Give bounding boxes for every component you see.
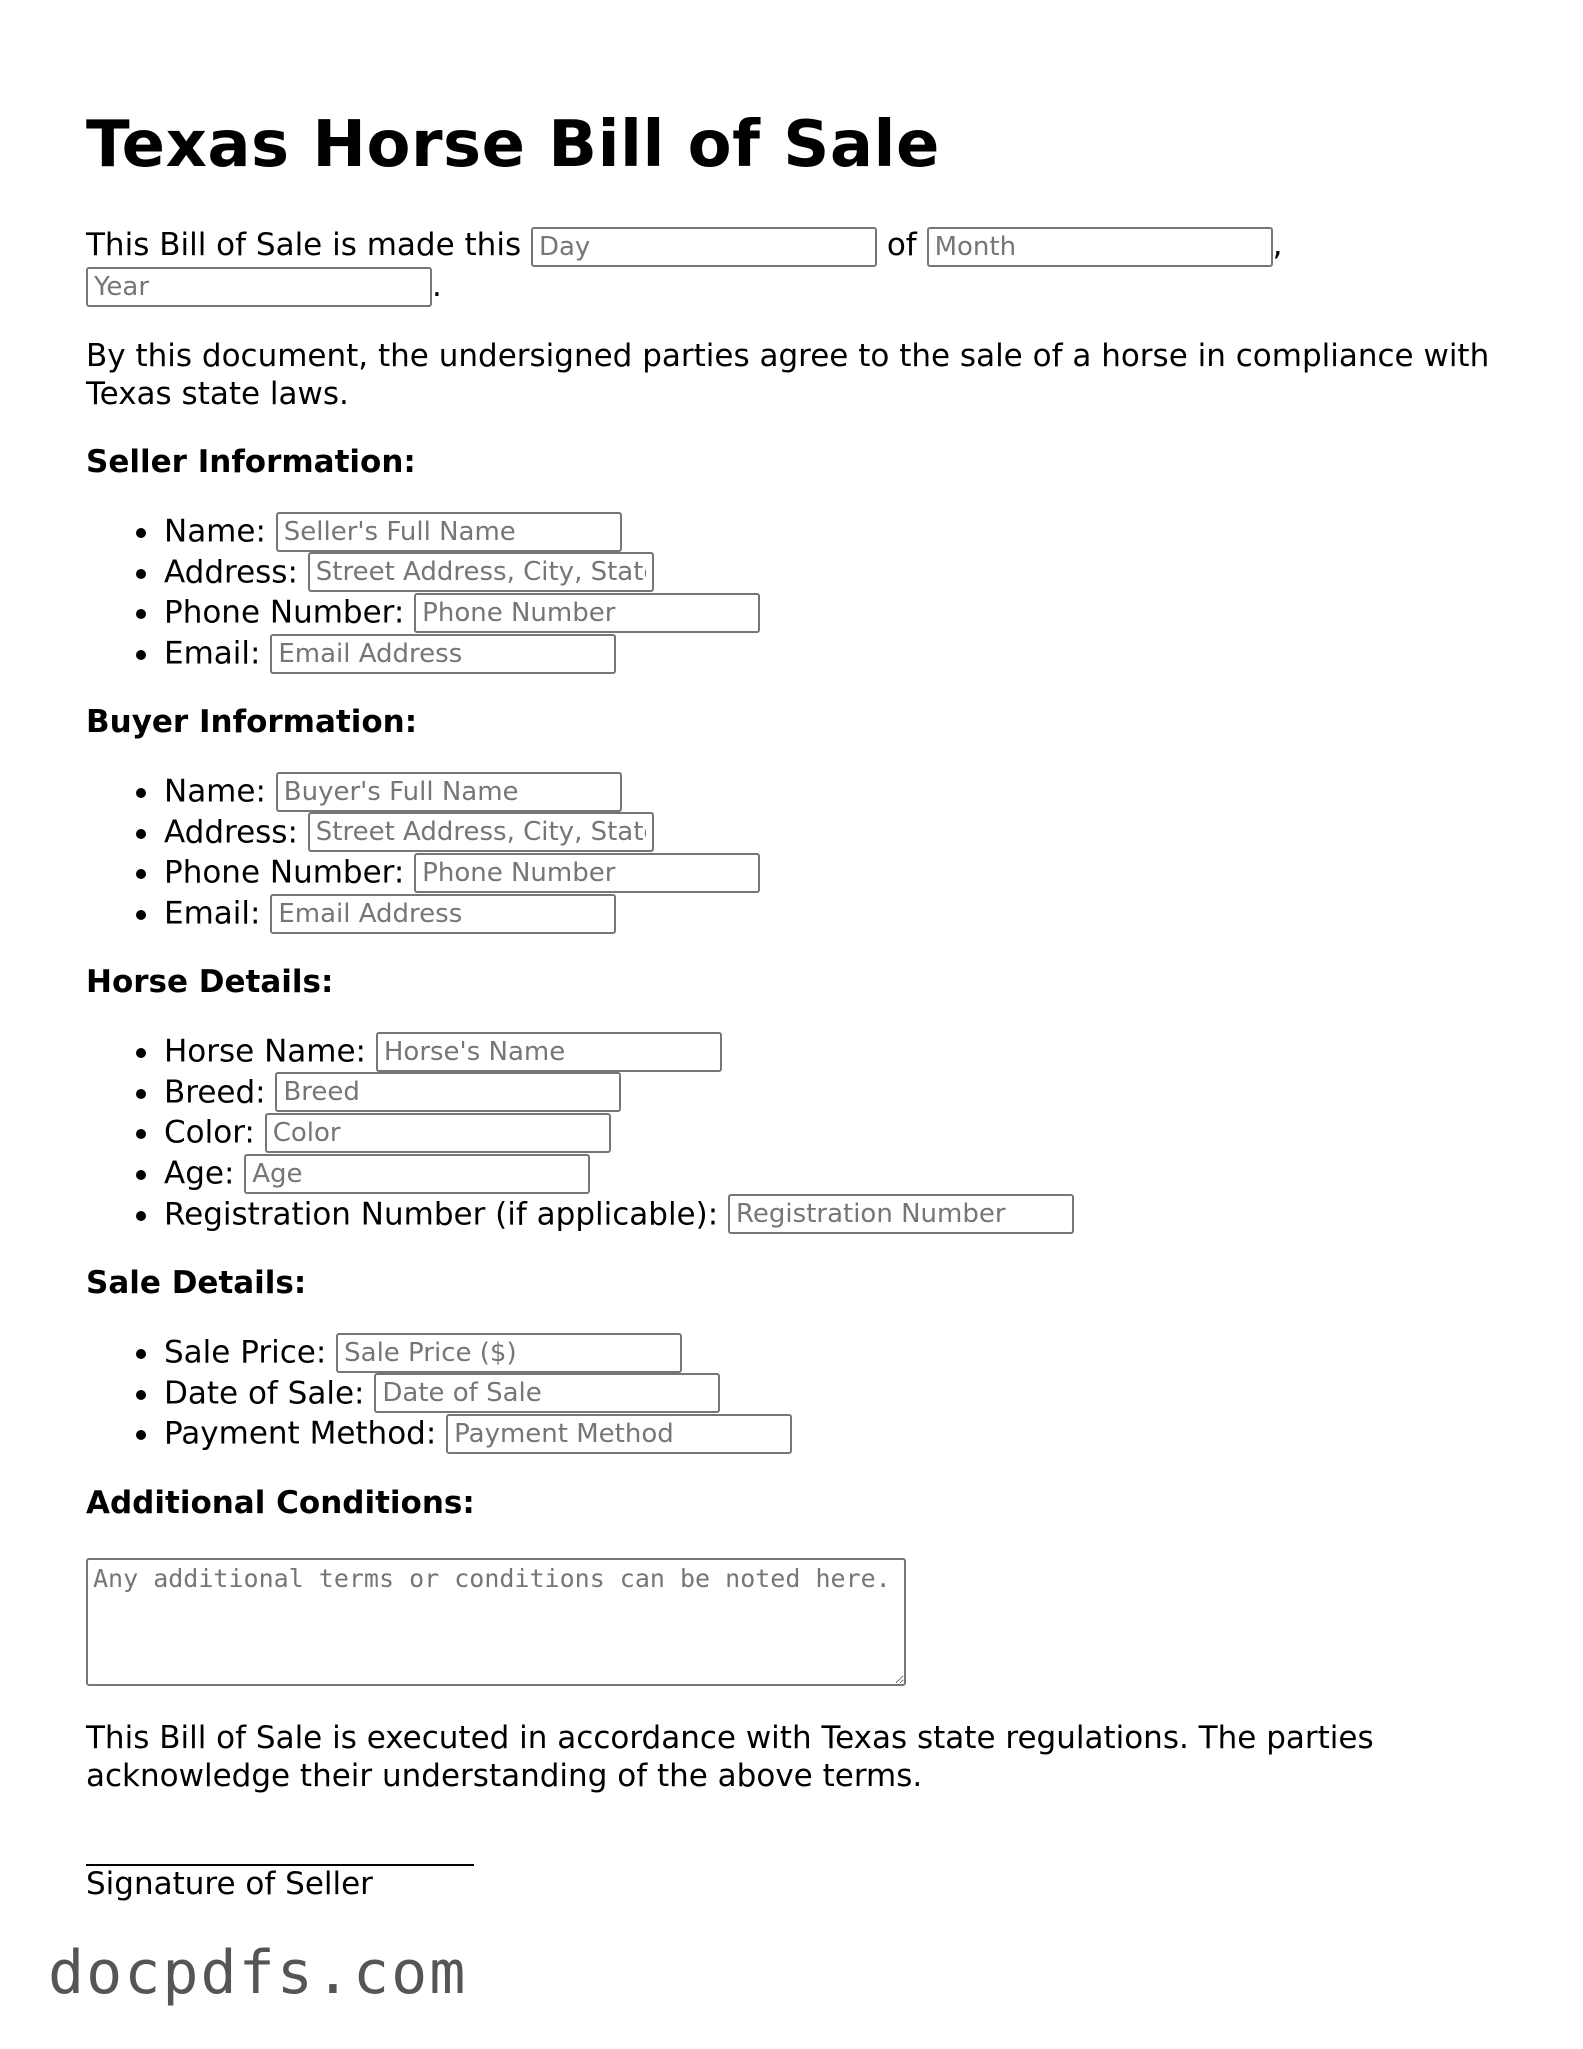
list-item — [164, 1071, 1074, 1112]
list-item — [164, 1412, 792, 1453]
buyer-email-input[interactable] — [270, 894, 616, 934]
page-title: Texas Horse Bill of Sale — [86, 108, 940, 182]
buyer-name-input[interactable] — [276, 772, 622, 812]
buyer-heading: Buyer Information: — [86, 704, 418, 740]
buyer-phone-input[interactable] — [414, 853, 760, 893]
year-input[interactable] — [86, 267, 432, 307]
conditions-heading: Additional Conditions: — [86, 1485, 475, 1521]
horse-name-label: Horse Name: — [164, 1033, 366, 1070]
closing-paragraph: This Bill of Sale is executed in accordance with Texas state regulations. The parties acknowledge their understanding of the above terms. — [86, 1720, 1374, 1794]
list-item — [164, 770, 760, 811]
seller-address-input[interactable] — [308, 552, 654, 592]
seller-email-label: Email: — [164, 635, 261, 672]
date-line-prefix: This Bill of Sale is made this — [86, 227, 522, 263]
seller-phone-label: Phone Number: — [164, 594, 405, 631]
horse-fields — [86, 1030, 1074, 1233]
list-item — [164, 510, 760, 551]
list-item — [164, 851, 760, 892]
list-item — [164, 551, 760, 592]
list-item — [164, 1331, 792, 1372]
sale-date-input[interactable] — [374, 1373, 720, 1413]
payment-method-label: Payment Method: — [164, 1415, 437, 1452]
horse-color-label: Color: — [164, 1114, 255, 1151]
date-line-comma: , — [1272, 227, 1283, 263]
horse-breed-label: Breed: — [164, 1074, 266, 1111]
sale-price-label: Sale Price: — [164, 1334, 327, 1371]
date-line-period: . — [432, 267, 442, 304]
list-item — [164, 1152, 1074, 1193]
list-item — [164, 892, 760, 933]
horse-heading: Horse Details: — [86, 964, 334, 1000]
seller-heading: Seller Information: — [86, 444, 416, 480]
seller-name-label: Name: — [164, 513, 266, 550]
date-line-of: of — [886, 227, 917, 263]
sale-fields — [86, 1331, 792, 1453]
buyer-address-label: Address: — [164, 814, 298, 851]
list-item — [164, 811, 760, 852]
list-item — [164, 1372, 792, 1413]
conditions-textarea[interactable] — [86, 1558, 906, 1686]
watermark: docpdfs.com — [48, 1938, 468, 2008]
seller-address-label: Address: — [164, 554, 298, 591]
seller-phone-input[interactable] — [414, 593, 760, 633]
seller-name-input[interactable] — [276, 512, 622, 552]
buyer-address-input[interactable] — [308, 812, 654, 852]
sale-heading: Sale Details: — [86, 1265, 307, 1301]
signature-label: Signature of Seller — [86, 1866, 373, 1902]
sale-price-input[interactable] — [336, 1333, 682, 1373]
horse-age-input[interactable] — [244, 1154, 590, 1194]
payment-method-input[interactable] — [446, 1414, 792, 1454]
seller-fields — [86, 510, 760, 673]
sale-date-label: Date of Sale: — [164, 1375, 365, 1412]
list-item — [164, 632, 760, 673]
date-line — [86, 226, 1506, 307]
list-item — [164, 591, 760, 632]
horse-breed-input[interactable] — [275, 1072, 621, 1112]
horse-name-input[interactable] — [376, 1032, 722, 1072]
buyer-email-label: Email: — [164, 895, 261, 932]
seller-email-input[interactable] — [270, 634, 616, 674]
list-item — [164, 1030, 1074, 1071]
list-item — [164, 1111, 1074, 1152]
month-input[interactable] — [927, 227, 1273, 267]
horse-age-label: Age: — [164, 1155, 235, 1192]
buyer-phone-label: Phone Number: — [164, 854, 405, 891]
horse-registration-label: Registration Number (if applicable): — [164, 1196, 719, 1233]
list-item — [164, 1193, 1074, 1234]
day-input[interactable] — [531, 227, 877, 267]
agreement-paragraph: By this document, the undersigned parties agree to the sale of a horse in compliance with Texas state laws. — [86, 338, 1490, 412]
buyer-fields — [86, 770, 760, 933]
buyer-name-label: Name: — [164, 773, 266, 810]
horse-registration-input[interactable] — [728, 1194, 1074, 1234]
horse-color-input[interactable] — [265, 1113, 611, 1153]
